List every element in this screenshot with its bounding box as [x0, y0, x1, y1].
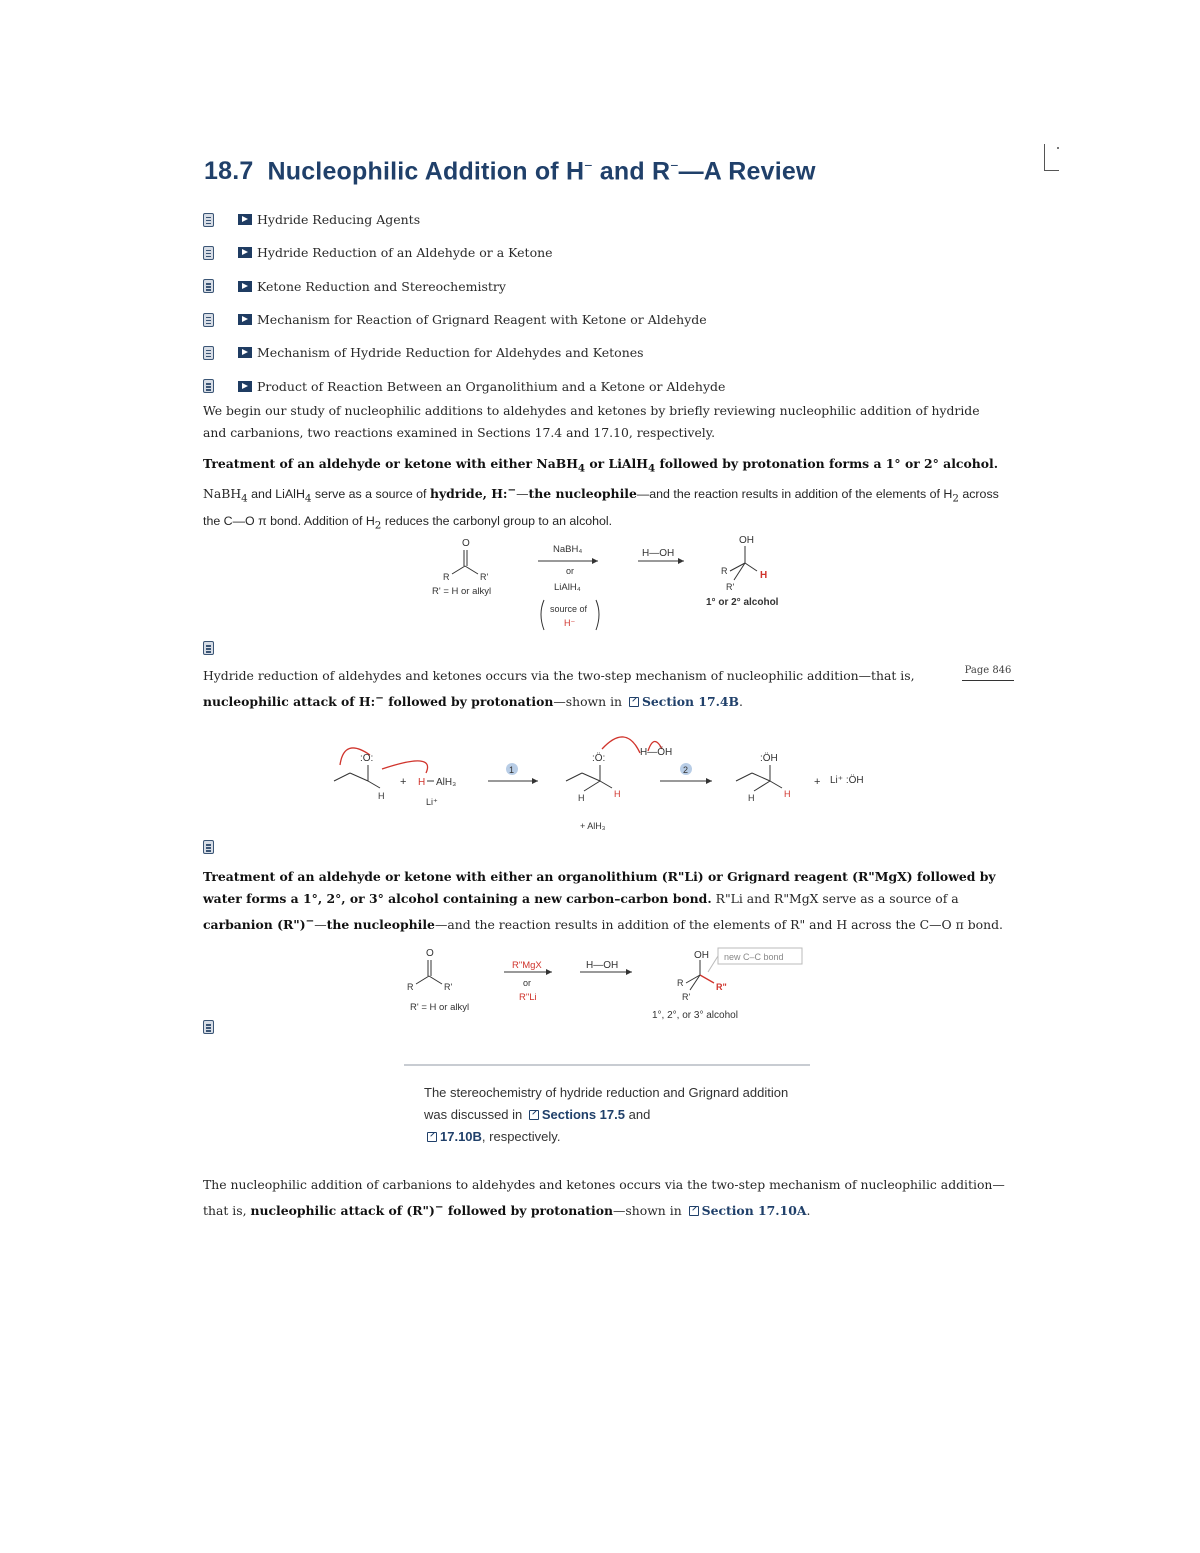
- product-label: 1° or 2° alcohol: [706, 597, 779, 608]
- bond: [429, 976, 442, 984]
- note-icon[interactable]: [203, 213, 214, 227]
- arrow-head: [592, 558, 598, 564]
- r-group-label: R: [443, 572, 450, 582]
- media-link-item[interactable]: [203, 236, 903, 269]
- media-link-label[interactable]: Mechanism of Hydride Reduction for Aldehydes and Ketones: [257, 345, 644, 361]
- carbonyl-oxygen-label: O: [426, 948, 434, 959]
- step-number: 2: [683, 765, 689, 775]
- r-group-label: R: [677, 978, 684, 988]
- note-icon[interactable]: [203, 246, 214, 260]
- new-bond-pointer: [708, 956, 718, 972]
- hydrogen-label: H: [378, 791, 385, 801]
- note-icon[interactable]: [203, 379, 214, 393]
- external-link-icon[interactable]: [427, 1132, 437, 1142]
- bond: [600, 781, 612, 788]
- arrow-head: [532, 778, 538, 784]
- bond: [700, 975, 714, 983]
- r-group-label: R: [721, 566, 728, 576]
- external-link-icon[interactable]: [689, 1206, 699, 1216]
- added-hydrogen-label: H: [784, 789, 791, 799]
- media-link-item[interactable]: [203, 303, 903, 336]
- curved-arrow: [382, 761, 428, 773]
- hydroxyl-label: OH: [739, 535, 754, 546]
- carbanion-mechanism-paragraph: The nucleophilic addition of carbanions to aldehydes and ketones occurs via the two-step mechanism of nucleophilic addition—that is, nucleophilic attack of (R")− followed by protonation—shown in Section 17.10A.: [203, 1177, 1005, 1219]
- hydride-reduction-scheme: [400, 530, 820, 640]
- r-group-label: R: [407, 982, 414, 992]
- media-link-item[interactable]: [203, 336, 903, 369]
- reagent-or: or: [523, 978, 532, 988]
- arrow-head: [626, 969, 632, 975]
- media-link-label[interactable]: Hydride Reducing Agents: [257, 212, 421, 228]
- section-link[interactable]: Section 17.10A: [701, 1203, 807, 1219]
- hydride-label: H⁻: [564, 618, 576, 628]
- step-number: 1: [509, 765, 515, 775]
- water-label: H—ÖH: [640, 747, 673, 758]
- note-icon[interactable]: [203, 279, 214, 293]
- water-reagent: H—OH: [642, 548, 675, 559]
- reagent-or: or: [566, 566, 575, 576]
- section-link[interactable]: Sections 17.5: [541, 1107, 625, 1122]
- bond: [452, 566, 465, 574]
- bond: [582, 773, 600, 781]
- play-video-icon[interactable]: [238, 314, 252, 325]
- source-of-label: source of: [550, 604, 588, 614]
- lithium-hydroxide-label: Li⁺ :ÖH: [830, 775, 864, 786]
- product-label: 1°, 2°, or 3° alcohol: [652, 1010, 738, 1021]
- bond: [754, 781, 770, 791]
- external-link-icon[interactable]: [529, 1110, 539, 1120]
- arrow-head: [678, 558, 684, 564]
- paren-right: [596, 600, 599, 630]
- grignard-addition-scheme: [400, 942, 820, 1032]
- r-prime-note: R' = H or alkyl: [432, 586, 492, 597]
- hydrogen-label: H: [748, 793, 755, 803]
- curved-arrow: [602, 737, 640, 753]
- note-icon[interactable]: [203, 641, 214, 655]
- alkoxide-oxygen-label: :Ö:: [592, 753, 606, 764]
- carbonyl-oxygen-label: :O:: [360, 753, 374, 764]
- hydrogen-label: H: [578, 793, 585, 803]
- hydride-h-label: H: [418, 777, 426, 788]
- r-prime-label: R': [444, 982, 453, 992]
- hydride-paragraph: Treatment of an aldehyde or ketone with either NaBH$_4$ or LiAlH$_4$ followed by protonation forms a 1° or 2° alcohol. NaBH$_4$ and LiAlH$_4$ serve as a source of hydride, H:−—the nucleophile—and the reaction results in addition of the elements of $H_2$ across the C—O π bond. Addition of $H_2$ reduces the carbonyl group to an alcohol.: [203, 456, 999, 532]
- note-icon[interactable]: [203, 346, 214, 360]
- reagent-grignard: R"MgX: [512, 960, 542, 971]
- r-prime-label: R': [480, 572, 489, 582]
- media-link-label[interactable]: Mechanism for Reaction of Grignard Reagent with Ketone or Aldehyde: [257, 312, 707, 328]
- section-link[interactable]: Section 17.4B: [641, 694, 740, 710]
- media-link-list: [203, 203, 903, 403]
- water-reagent: H—OH: [586, 960, 619, 971]
- bond: [416, 976, 429, 984]
- media-link-label[interactable]: Hydride Reduction of an Aldehyde or a Ketone: [257, 245, 553, 261]
- stereochemistry-callout: [404, 1064, 810, 1148]
- plus-sign: +: [400, 776, 407, 788]
- callout-text: The stereochemistry of hydride reduction and Grignard addition was discussed in Sections 17.5 and 17.10B, respectively.: [424, 1085, 789, 1144]
- reagent-lialh4: LiAlH₄: [554, 582, 581, 593]
- bond: [334, 773, 350, 781]
- media-link-label[interactable]: Ketone Reduction and Stereochemistry: [257, 278, 506, 294]
- added-hydrogen-label: H: [760, 570, 768, 581]
- hydride-mechanism-scheme: [330, 725, 890, 835]
- carbonyl-oxygen-label: O: [462, 538, 470, 549]
- bond: [690, 975, 700, 990]
- reagent-organolithium: R"Li: [519, 992, 537, 1003]
- media-link-item[interactable]: [203, 369, 903, 402]
- r-prime-label: R': [726, 582, 735, 592]
- r-prime-label: R': [682, 992, 691, 1002]
- bond: [745, 563, 757, 571]
- play-video-icon[interactable]: [238, 347, 252, 358]
- r-double-prime-label: R": [716, 982, 727, 992]
- paren-left: [541, 600, 544, 630]
- external-link-icon[interactable]: [629, 697, 639, 707]
- plus-sign: +: [814, 776, 821, 788]
- mechanism-paragraph: Hydride reduction of aldehydes and ketones occurs via the two-step mechanism of nucleophilic addition—that is, nucleophilic attack of H:− followed by protonation—shown in Section 17.4B.: [203, 668, 915, 710]
- bond: [350, 773, 368, 781]
- alh3-label: AlH₃: [436, 777, 457, 788]
- bond: [465, 566, 478, 574]
- section-title: 18.7 Nucleophilic Addition of H− and R−—A Review: [204, 157, 816, 186]
- play-video-icon[interactable]: [238, 381, 252, 392]
- note-icon[interactable]: [203, 840, 214, 854]
- corner-bracket: [1044, 144, 1059, 171]
- bond: [736, 773, 752, 781]
- reagent-nabh4: NaBH₄: [553, 544, 583, 555]
- note-icon[interactable]: [203, 313, 214, 327]
- hydroxyl-label: :ÖH: [760, 753, 778, 764]
- lithium-ion-label: Li⁺: [426, 797, 438, 807]
- bond: [752, 773, 770, 781]
- page-reference: Page 846: [962, 665, 1014, 681]
- play-video-icon[interactable]: [238, 214, 252, 225]
- play-video-icon[interactable]: [238, 247, 252, 258]
- r-prime-note: R' = H or alkyl: [410, 1002, 470, 1013]
- bond: [368, 781, 380, 788]
- added-hydrogen-label: H: [614, 789, 621, 799]
- note-icon[interactable]: [203, 1020, 214, 1034]
- section-link[interactable]: 17.10B: [440, 1129, 482, 1144]
- new-bond-label: new C–C bond: [724, 952, 784, 962]
- alh3-byproduct: + AlH₃: [580, 821, 606, 831]
- arrow-head: [706, 778, 712, 784]
- play-video-icon[interactable]: [238, 281, 252, 292]
- bond: [566, 773, 582, 781]
- media-link-item[interactable]: [203, 270, 903, 303]
- arrow-head: [546, 969, 552, 975]
- bond: [584, 781, 600, 791]
- grignard-paragraph: Treatment of an aldehyde or ketone with either an organolithium (R"Li) or Grignard reagent (R"MgX) followed by water forms a 1°, 2°, or 3° alcohol containing a new carbon–carbon bond. R"Li and R"MgX serve as a source of a carbanion (R")−—the nucleophile—and the reaction results in addition of the elements of R" and H across the C—O π bond.: [203, 869, 1003, 933]
- bond: [770, 781, 782, 788]
- hydroxyl-label: OH: [694, 950, 709, 961]
- media-link-label[interactable]: Product of Reaction Between an Organolithium and a Ketone or Aldehyde: [257, 378, 726, 394]
- intro-paragraph: We begin our study of nucleophilic additions to aldehydes and ketones by briefly reviewing nucleophilic addition of hydride and carbanions, two reactions examined in Sections 17.4 and 17.10, respectively.: [203, 403, 980, 440]
- media-link-item[interactable]: [203, 203, 903, 236]
